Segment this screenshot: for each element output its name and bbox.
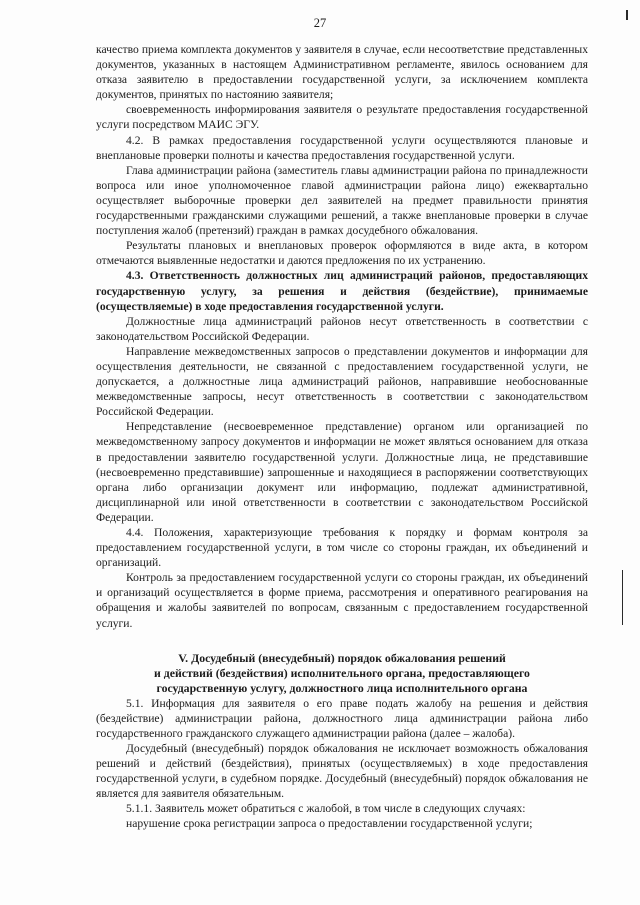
- subsection-heading: 4.3. Ответственность должностных лиц администраций районов, предоставляющих государственную услугу, за решения и действия (бездействие), принимаемые (осуществляемые) в ходе предоставления государственной услуги.: [96, 269, 588, 313]
- paragraph: 4.4. Положения, характеризующие требования к порядку и формам контроля за предоставлением государственной услуги, в том числе со стороны граждан, их объединений и организаций.: [96, 526, 588, 570]
- paragraph: качество приема комплекта документов у заявителя в случае, если несоответствие представленных документов, указанных в настоящем Административном регламенте, явилось основанием для отказа заявителю в предоставлении государственной услуги, за исключением комплекта документов, принятых по настоянию заявителя;: [96, 43, 588, 102]
- paragraph: своевременность информирования заявителя о результате предоставления государственной услуги посредством МАИС ЭГУ.: [96, 103, 588, 132]
- section-heading-line: и действий (бездействия) исполнительного органа, предоставляющего: [154, 665, 530, 680]
- page-number: 27: [313, 16, 327, 30]
- paragraph: Направление межведомственных запросов о представлении документов и информации для осуществления деятельности, не связанной с предоставлением государственной услуги, не допускается, а должностные лица администраций районов, направившие необоснованные межведомственные запросы, несут ответственность в соответствии с законодательством Российской Федерации.: [96, 344, 588, 419]
- paragraph: 4.2. В рамках предоставления государственной услуги осуществляются плановые и внеплановые проверки полноты и качества предоставления государственной услуги.: [96, 133, 588, 162]
- paragraph: Результаты плановых и внеплановых проверок оформляются в виде акта, в котором отмечаются выявленные недостатки и даются предложения по их устранению.: [96, 239, 588, 268]
- section-heading-line: V. Досудебный (внесудебный) порядок обжалования решений: [178, 650, 506, 665]
- document-body: [96, 42, 588, 832]
- scan-artifact-mark: [622, 570, 623, 625]
- section-heading-line: государственную услугу, должностного лица исполнительного органа: [156, 680, 528, 695]
- paragraph: Глава администрации района (заместитель главы администрации района по принадлежности вопроса или иное уполномоченное главой администрации района лицо) ежеквартально осуществляет выборочные проверки дел заявителей на предмет правильности принятия государственными гражданскими служащими решений, а также внеплановые проверки в случае поступления жалоб (претензий) граждан в рамках досудебного обжалования.: [96, 163, 588, 238]
- paragraph: Досудебный (внесудебный) порядок обжалования не исключает возможность обжалования решений и действий (бездействия), принятых (осуществляемых) в ходе предоставления государственной услуги, в судебном порядке. Досудебный (внесудебный) порядок обжалования не является для заявителя обязательным.: [96, 741, 588, 801]
- section-heading: [96, 651, 588, 696]
- paragraph: 5.1. Информация для заявителя о его праве подать жалобу на решения и действия (бездействие) администрации района, должностного лица администрации района либо государственного гражданского служащего администрации района (далее – жалоба).: [96, 696, 588, 740]
- paragraph: Должностные лица администраций районов несут ответственность в соответствии с законодательством Российской Федерации.: [96, 314, 588, 343]
- paragraph: 5.1.1. Заявитель может обратиться с жалобой, в том числе в следующих случаях:: [126, 802, 526, 816]
- paragraph: Непредставление (несвоевременное представление) органом или организацией по межведомственному запросу документов и информации не может являться основанием для отказа в предоставлении заявителю государственной услуги. Должностные лица, не представившие (несвоевременно представившие) запрошенные и находящиеся в распоряжении соответствующих органа либо организации документ или информацию, подлежат административной, дисциплинарной или иной ответственности в соответствии с законодательством Российской Федерации.: [96, 420, 588, 524]
- paragraph: Контроль за предоставлением государственной услуги со стороны граждан, их объединений и организаций осуществляется в форме приема, рассмотрения и оперативного реагирования на обращения и жалобы заявителей по вопросам, связанным с предоставлением государственной услуги.: [96, 571, 588, 630]
- paragraph: нарушение срока регистрации запроса о предоставлении государственной услуги;: [126, 817, 533, 831]
